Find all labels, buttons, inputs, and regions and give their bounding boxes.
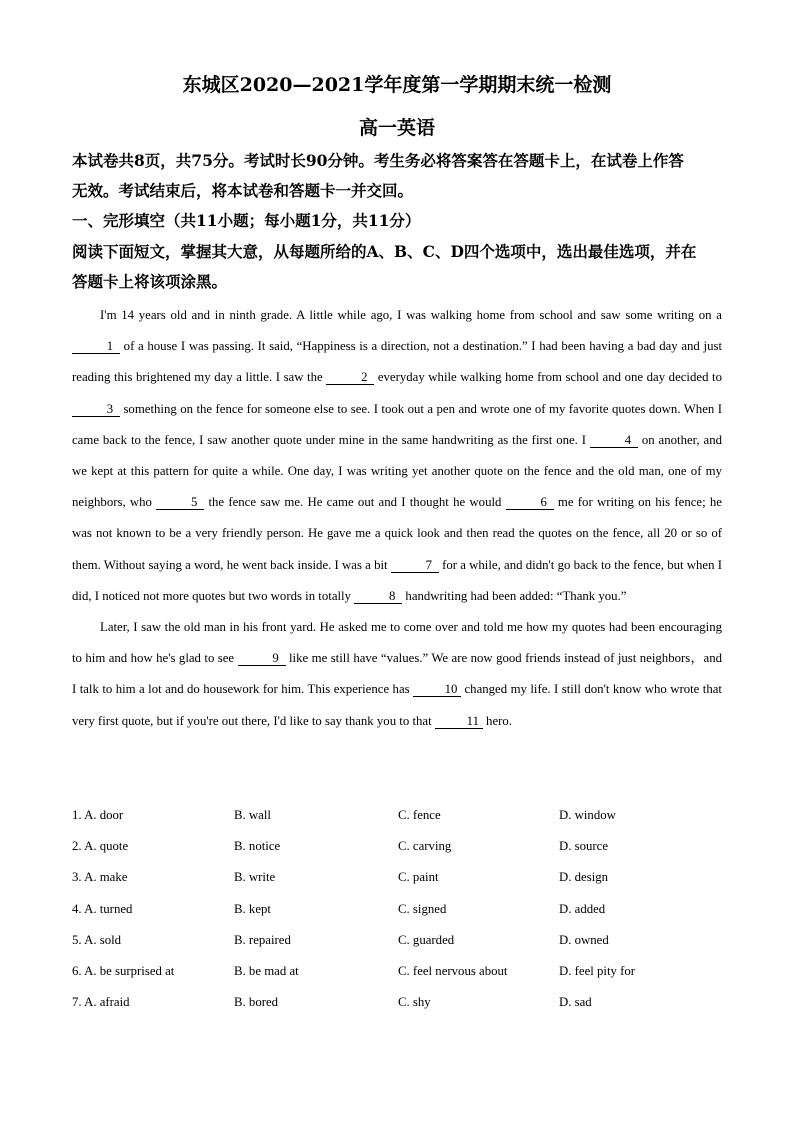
subject-title: 高一英语 [358,117,435,139]
cloze-blank-1: 1 [72,340,120,354]
cloze-blank-6: 6 [506,496,554,510]
question-7-option-d: D. sad [559,995,592,1010]
question-4-option-d: D. added [559,901,606,916]
question-3-option-b: B. write [234,870,276,885]
question-row-3 [72,862,732,893]
cloze-blank-2: 2 [326,371,374,385]
question-row-6 [72,956,732,987]
answer-options [72,800,732,1018]
question-2-option-c: C. carving [398,839,452,854]
cloze-blank-8: 8 [354,590,402,604]
section-heading: 一、完形填空（共11小题；每小题1分，共11分） [72,211,421,230]
cloze-blank-11: 11 [435,715,483,729]
cloze-passage [72,300,722,737]
question-4-option-c: C. signed [398,901,447,916]
question-5-option-c: C. guarded [398,932,455,947]
question-row-2 [72,831,732,862]
question-5-option-d: D. owned [559,932,609,947]
cloze-blank-4: 4 [590,434,638,448]
question-6-option-b: B. be mad at [234,964,299,979]
question-1-option-d: D. window [559,808,616,823]
cloze-blank-3: 3 [72,403,120,417]
question-row-7 [72,987,732,1018]
question-6-option-d: D. feel pity for [559,964,636,979]
instructions-line-1: 本试卷共8页，共75分。考试时长90分钟。考生务必将答案答在答题卡上，在试卷上作答 [72,151,684,170]
question-6-option-a: 6. A. be surprised at [72,964,175,979]
question-1-option-b: B. wall [234,808,271,823]
question-4-option-a: 4. A. turned [72,901,133,916]
question-6-option-c: C. feel nervous about [398,964,508,979]
question-3-option-a: 3. A. make [72,870,128,885]
directions-line-2: 答题卡上将该项涂黑。 [72,272,228,291]
instructions-line-2: 无效。考试结束后，将本试卷和答题卡一并交回。 [72,181,414,200]
question-2-option-d: D. source [559,839,609,854]
cloze-blank-5: 5 [156,496,204,510]
cloze-blank-9: 9 [238,652,286,666]
question-row-1 [72,800,732,831]
question-2-option-b: B. notice [234,839,281,854]
cloze-blank-7: 7 [391,559,439,573]
question-7-option-b: B. bored [234,995,279,1010]
exam-title: 东城区2020—2021学年度第一学期期末统一检测 [182,74,612,96]
directions-line-1: 阅读下面短文，掌握其大意，从每题所给的A、B、C、D四个选项中，选出最佳选项，并在 [72,242,697,261]
question-1-option-c: C. fence [398,808,441,823]
question-row-5 [72,925,732,956]
question-5-option-b: B. repaired [234,932,291,947]
question-2-option-a: 2. A. quote [72,839,129,854]
question-3-option-c: C. paint [398,870,439,885]
question-7-option-a: 7. A. afraid [72,995,130,1010]
question-4-option-b: B. kept [234,901,271,916]
question-3-option-d: D. design [559,870,609,885]
question-7-option-c: C. shy [398,995,431,1010]
passage-paragraph-1: I'm 14 years old and in ninth grade. A little while ago, I was walking home from school and saw some writing on a 1 of a house I was passing. It said, “Happiness is a direction, not a destination.” I had been having a bad day and just reading this brightened my day a little. I saw the 2 everyday while walking home from school and one day decided to 3 something on the fence for someone else to see. I took out a pen and wrote one of my favorite quotes down. When I came back to the fence, I saw another quote under mine in the same handwriting as the first one. I 4 on another, and we kept at this pattern for quite a while. One day, I was writing yet another quote on the fence and the old man, one of my neighbors, who 5 the fence saw me. He came out and I thought he would 6 me for writing on his fence; he was not known to be a very friendly person. He gave me a quick look and then read the quotes on the fence, all 20 or so of them. Without saying a word, he went back inside. I was a bit 7 for a while, and didn't go back to the fence, but when I did, I noticed not more quotes but two words in totally 8 handwriting had been added: “Thank you.” [72,308,722,603]
question-5-option-a: 5. A. sold [72,932,122,947]
question-row-4 [72,894,732,925]
question-1-option-a: 1. A. door [72,808,124,823]
cloze-blank-10: 10 [413,683,461,697]
passage-paragraph-2: Later, I saw the old man in his front yard. He asked me to come over and told me how my quotes had been encouraging to him and how he's glad to see 9 like me still have “values.” We are now good friends instead of just neighbors，and I talk to him a lot and do housework for him. This experience has 10 changed my life. I still don't know who wrote that very first quote, but if you're out there, I'd like to say thank you to that 11 hero. [72,620,722,728]
